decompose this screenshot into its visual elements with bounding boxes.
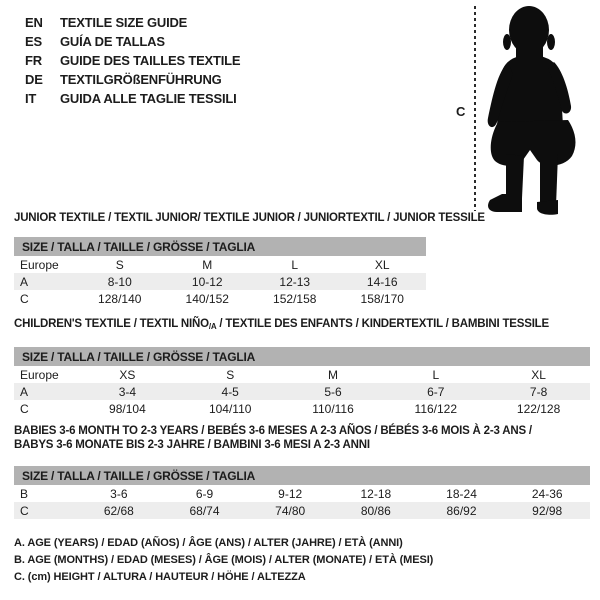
size-cell: L — [432, 367, 440, 382]
size-cell: XS — [119, 367, 136, 382]
table-row — [14, 366, 590, 383]
title-part: CHILDREN'S TEXTILE / TEXTIL NIÑO — [14, 318, 209, 330]
lang-label: TEXTILE SIZE GUIDE — [60, 15, 188, 30]
size-cell: XL — [374, 257, 390, 272]
babies-table-header: SIZE / TALLA / TAILLE / GRÖSSE / TAGLIA — [14, 466, 590, 485]
age-cell: 3-4 — [118, 384, 137, 399]
table-row — [14, 485, 590, 502]
babies-table-title — [14, 424, 532, 452]
age-cell: 4-5 — [221, 384, 239, 399]
row-label: Europe — [20, 257, 59, 272]
table-row — [14, 290, 426, 307]
row-label: A — [20, 384, 29, 399]
height-cell: 110/116 — [312, 401, 354, 416]
age-cell: 12-18 — [360, 486, 392, 501]
children-table — [14, 347, 590, 417]
lang-row-en — [25, 13, 240, 32]
babies-table — [14, 466, 590, 519]
size-cell: S — [226, 367, 235, 382]
babies-title-line1: BABIES 3-6 MONTH TO 2-3 YEARS / BEBÉS 3-6 MESES A 2-3 AÑOS / BÉBÉS 3-6 MOIS À 2-3 ANS / — [14, 425, 532, 437]
height-cell: 116/122 — [414, 401, 458, 416]
row-label: A — [20, 274, 29, 289]
height-cell: 74/80 — [275, 503, 306, 518]
note-height-cm: C. (cm) HEIGHT / ALTURA / HAUTEUR / HÖHE / ALTEZZA — [14, 571, 306, 583]
note-age-years: A. AGE (YEARS) / EDAD (AÑOS) / ÂGE (ANS) / ALTER (JAHRE) / ETÀ (ANNI) — [14, 537, 403, 549]
height-cell: 128/140 — [98, 291, 142, 306]
junior-table-title: JUNIOR TEXTILE / TEXTIL JUNIOR/ TEXTILE JUNIOR / JUNIORTEXTIL / JUNIOR TESSILE — [14, 212, 485, 224]
babies-title-line2: BABYS 3-6 MONATE BIS 2-3 JAHRE / BAMBINI 3-6 MESI A 2-3 ANNI — [14, 439, 370, 451]
row-label: C — [20, 503, 29, 518]
height-dotted-line — [474, 6, 476, 211]
lang-code: FR — [25, 53, 42, 68]
age-cell: 10-12 — [191, 274, 223, 289]
height-cell: 86/92 — [446, 503, 477, 518]
lang-code: ES — [25, 34, 42, 49]
baby-silhouette — [482, 2, 598, 216]
junior-table — [14, 237, 426, 307]
table-row — [14, 383, 590, 400]
age-cell: 6-9 — [195, 486, 214, 501]
lang-label: GUIDA ALLE TAGLIE TESSILI — [60, 91, 237, 106]
row-label: C — [20, 401, 29, 416]
height-cell: 152/158 — [273, 291, 317, 306]
lang-row-fr — [25, 51, 240, 70]
height-cell: 92/98 — [532, 503, 563, 518]
age-cell: 14-16 — [366, 274, 398, 289]
height-cell: 104/110 — [208, 401, 252, 416]
height-cell: 80/86 — [360, 503, 391, 518]
table-row — [14, 273, 426, 290]
children-table-header: SIZE / TALLA / TAILLE / GRÖSSE / TAGLIA — [14, 347, 590, 366]
size-cell: XL — [531, 367, 546, 382]
size-cell: S — [115, 257, 124, 272]
lang-label: TEXTILGRÖßENFÜHRUNG — [60, 72, 222, 87]
height-cell: 68/74 — [189, 503, 220, 518]
age-cell: 6-7 — [427, 384, 445, 399]
children-table-title — [14, 318, 549, 331]
junior-table-header: SIZE / TALLA / TAILLE / GRÖSSE / TAGLIA — [14, 237, 426, 256]
row-label: C — [20, 291, 29, 306]
height-cell: 140/152 — [185, 291, 229, 306]
age-cell: 7-8 — [529, 384, 548, 399]
age-cell: 8-10 — [107, 274, 132, 289]
row-label: B — [20, 486, 29, 501]
height-cell: 62/68 — [103, 503, 134, 518]
age-cell: 24-36 — [531, 486, 563, 501]
title-part: / TEXTILE DES ENFANTS / KINDERTEXTIL / BAMBINI TESSILE — [216, 318, 549, 330]
height-cell: 98/104 — [109, 401, 146, 416]
lang-code: DE — [25, 72, 43, 87]
lang-row-de — [25, 70, 240, 89]
lang-row-es — [25, 32, 240, 51]
lang-code: EN — [25, 15, 43, 30]
language-list — [25, 13, 240, 108]
age-cell: 12-13 — [279, 274, 311, 289]
baby-figure-area — [450, 2, 600, 217]
age-cell: 3-6 — [110, 486, 128, 501]
note-age-months: B. AGE (MONTHS) / EDAD (MESES) / ÂGE (MOIS) / ALTER (MONATE) / ETÀ (MESI) — [14, 554, 434, 566]
lang-label: GUÍA DE TALLAS — [60, 34, 165, 49]
legend-notes — [14, 537, 433, 588]
age-cell: 9-12 — [278, 486, 303, 501]
table-row — [14, 400, 590, 417]
size-cell: M — [202, 257, 213, 272]
table-row — [14, 502, 590, 519]
age-cell: 18-24 — [446, 486, 477, 501]
age-cell: 5-6 — [324, 384, 342, 399]
size-cell: L — [291, 257, 299, 272]
lang-label: GUIDE DES TAILLES TEXTILE — [60, 53, 241, 68]
row-label: Europe — [20, 367, 59, 382]
title-subscript: /A — [208, 322, 217, 331]
height-c-label: C — [456, 104, 466, 119]
table-row — [14, 256, 426, 273]
lang-code: IT — [25, 91, 37, 106]
size-cell: M — [327, 367, 338, 382]
height-cell: 158/170 — [360, 291, 404, 306]
lang-row-it — [25, 89, 240, 108]
height-cell: 122/128 — [516, 401, 561, 416]
